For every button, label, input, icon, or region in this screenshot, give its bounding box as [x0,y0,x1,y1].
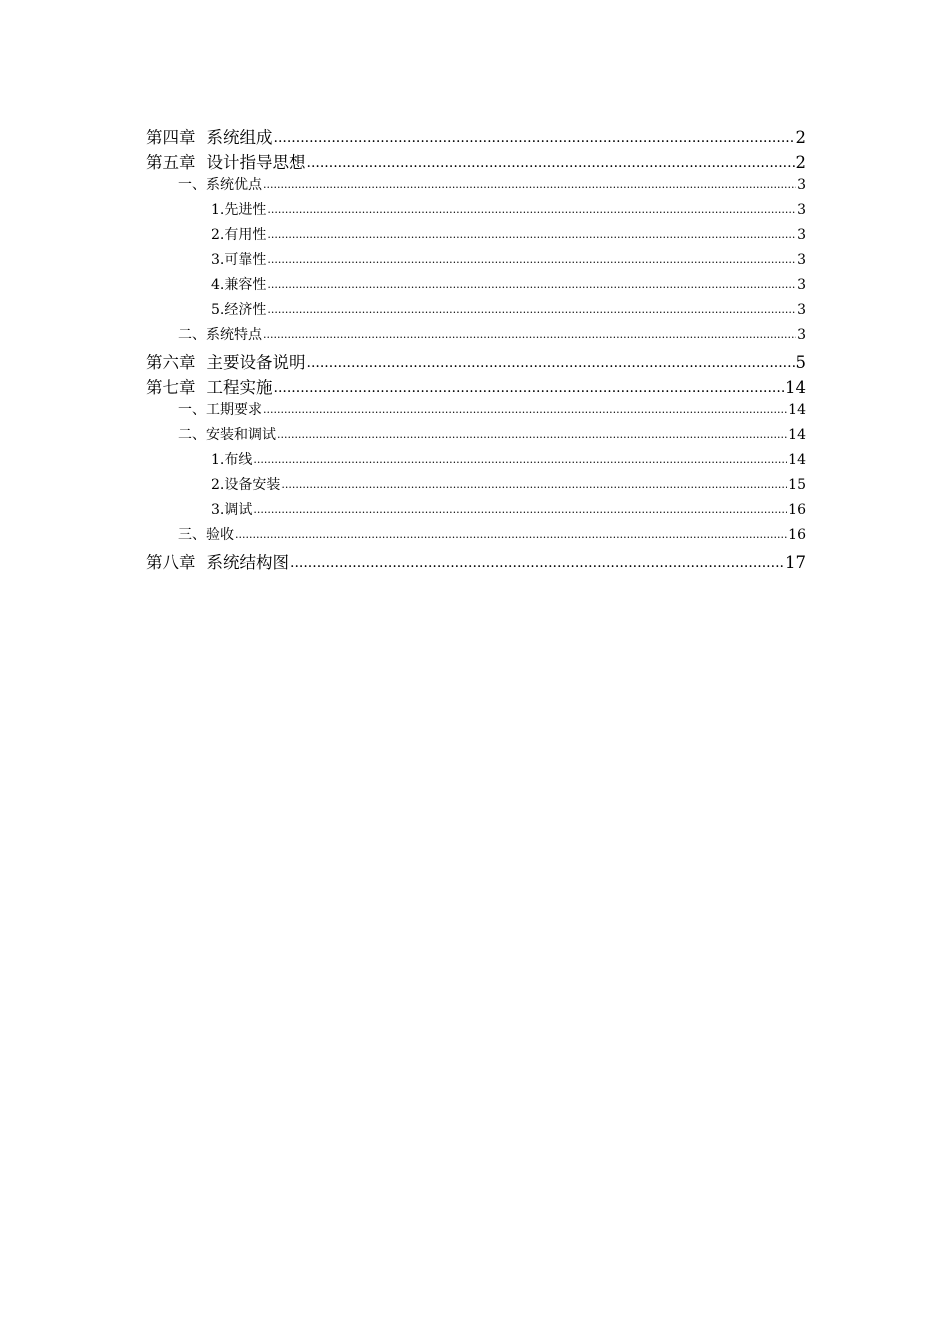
toc-entry-page: 16 [788,527,806,543]
toc-entry-number: 2. [211,227,225,243]
toc-entry-chapter-6[interactable] [146,349,806,374]
toc-entry-title: 工期要求 [206,402,262,418]
toc-entry-title: 先进性 [224,202,267,218]
toc-entry-title: 设计指导思想 [206,153,306,172]
toc-entry-number: 第四章 [146,128,196,147]
toc-entry-section[interactable] [146,524,806,549]
toc-entry-number: 二、 [178,427,206,443]
toc-entry-page: 3 [797,302,806,318]
toc-entry-number: 第六章 [146,353,196,372]
toc-entry-title: 工程实施 [206,378,273,397]
toc-entry-number: 3. [211,502,225,518]
toc-dot-leader [307,152,795,171]
toc-entry-subsection[interactable] [146,274,806,299]
toc-entry-title: 验收 [206,527,234,543]
toc-dot-leader [267,251,796,267]
toc-entry-title: 系统组成 [206,128,273,147]
toc-entry-title: 调试 [224,502,253,518]
toc-entry-number: 1. [211,202,225,218]
toc-entry-number: 1. [211,452,225,468]
toc-entry-section[interactable] [146,324,806,349]
toc-dot-leader [263,176,796,192]
toc-entry-page: 3 [797,177,806,193]
toc-entry-number: 4. [211,277,225,293]
toc-entry-title: 设备安装 [224,477,281,493]
toc-entry-page: 5 [795,353,806,372]
toc-entry-page: 15 [788,477,806,493]
toc-dot-leader [263,326,796,342]
toc-entry-title: 主要设备说明 [206,353,306,372]
toc-entry-title: 布线 [224,452,253,468]
toc-entry-section[interactable] [146,424,806,449]
toc-dot-leader [263,401,787,417]
toc-entry-title: 经济性 [224,302,267,318]
toc-entry-page: 14 [788,402,806,418]
toc-entry-page: 3 [797,227,806,243]
toc-entry-page: 3 [797,202,806,218]
toc-entry-subsection[interactable] [146,499,806,524]
toc-entry-title: 有用性 [224,227,267,243]
toc-dot-leader [290,552,784,571]
toc-entry-number: 第八章 [146,553,196,572]
toc-entry-chapter-5[interactable] [146,149,806,174]
toc-entry-number: 3. [211,252,225,268]
toc-dot-leader [274,377,785,396]
toc-entry-subsection[interactable] [146,449,806,474]
toc-entry-number: 一、 [178,177,206,193]
toc-entry-chapter-4[interactable] [146,124,806,149]
toc-dot-leader [267,226,796,242]
toc-entry-title: 兼容性 [224,277,267,293]
toc-entry-title: 系统优点 [206,177,262,193]
toc-entry-number: 5. [211,302,225,318]
toc-entry-subsection[interactable] [146,199,806,224]
toc-dot-leader [267,201,796,217]
toc-dot-leader [277,426,787,442]
toc-dot-leader [235,526,787,542]
toc-entry-page: 16 [788,502,806,518]
toc-entry-number: 第五章 [146,153,196,172]
toc-entry-number: 第七章 [146,378,196,397]
toc-entry-number: 一、 [178,402,206,418]
toc-dot-leader [307,352,795,371]
toc-entry-number: 二、 [178,327,206,343]
toc-entry-number: 三、 [178,527,206,543]
toc-entry-page: 14 [788,427,806,443]
toc-entry-page: 2 [795,153,806,172]
toc-entry-page: 3 [797,277,806,293]
toc-entry-number: 2. [211,477,225,493]
toc-entry-page: 14 [785,378,806,397]
toc-entry-section[interactable] [146,174,806,199]
toc-entry-subsection[interactable] [146,249,806,274]
toc-dot-leader [267,276,796,292]
toc-entry-page: 14 [788,452,806,468]
toc-entry-chapter-7[interactable] [146,374,806,399]
toc-entry-title: 系统特点 [206,327,262,343]
toc-entry-page: 3 [797,327,806,343]
toc-entry-page: 17 [785,553,806,572]
toc-dot-leader [253,501,787,517]
toc-entry-subsection[interactable] [146,474,806,499]
table-of-contents [146,124,806,574]
toc-dot-leader [274,127,795,146]
toc-entry-title: 安装和调试 [206,427,276,443]
toc-dot-leader [267,301,796,317]
toc-entry-subsection[interactable] [146,299,806,324]
toc-entry-title: 可靠性 [224,252,267,268]
toc-dot-leader [253,451,787,467]
toc-entry-title: 系统结构图 [206,553,289,572]
toc-entry-subsection[interactable] [146,224,806,249]
toc-entry-section[interactable] [146,399,806,424]
toc-entry-page: 3 [797,252,806,268]
toc-entry-page: 2 [795,128,806,147]
toc-entry-chapter-8[interactable] [146,549,806,574]
toc-dot-leader [281,476,787,492]
